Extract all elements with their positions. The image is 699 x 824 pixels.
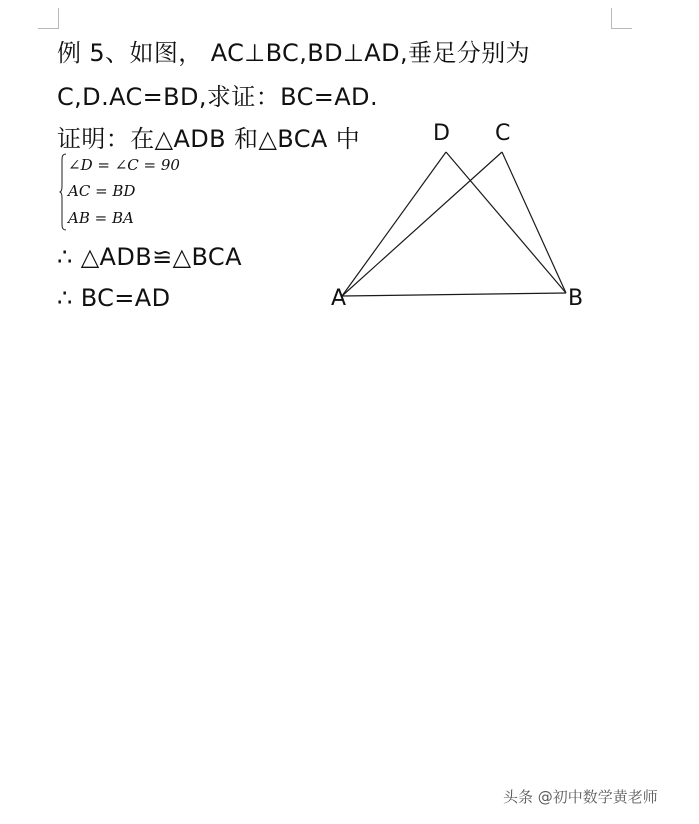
point-label-c: C: [495, 121, 511, 146]
proof-congruence-conclusion: ∴ △ADB≌△BCA: [57, 243, 242, 271]
segment-ab: [342, 293, 566, 296]
problem-statement-line-2: C,D.AC=BD,求证：BC=AD.: [57, 83, 378, 111]
segment-cb: [502, 152, 566, 293]
condition-angle: ∠D = ∠C = 90: [68, 156, 180, 174]
point-label-a: A: [331, 286, 347, 311]
proof-final-conclusion: ∴ BC=AD: [57, 284, 171, 312]
point-label-d: D: [433, 121, 450, 146]
segment-ac: [342, 152, 502, 296]
condition-side-ac-bd: AC = BD: [68, 182, 136, 200]
problem-statement-line-1: 例 5、如图， AC⊥BC,BD⊥AD,垂足分别为: [57, 39, 530, 67]
segment-db: [446, 152, 566, 293]
page-corner-mark-right: [611, 8, 632, 29]
source-watermark: 头条 @初中数学黄老师: [503, 788, 658, 806]
proof-conditions: [59, 153, 209, 231]
geometry-figure: [320, 112, 600, 322]
left-brace-icon: [59, 153, 67, 231]
proof-intro: 证明：在△ADB 和△BCA 中: [57, 125, 361, 153]
page-corner-mark-left: [38, 8, 59, 29]
condition-side-ab-ba: AB = BA: [68, 209, 134, 227]
figure-canvas: [320, 112, 600, 322]
segment-ad: [342, 152, 446, 296]
point-label-b: B: [568, 286, 584, 311]
